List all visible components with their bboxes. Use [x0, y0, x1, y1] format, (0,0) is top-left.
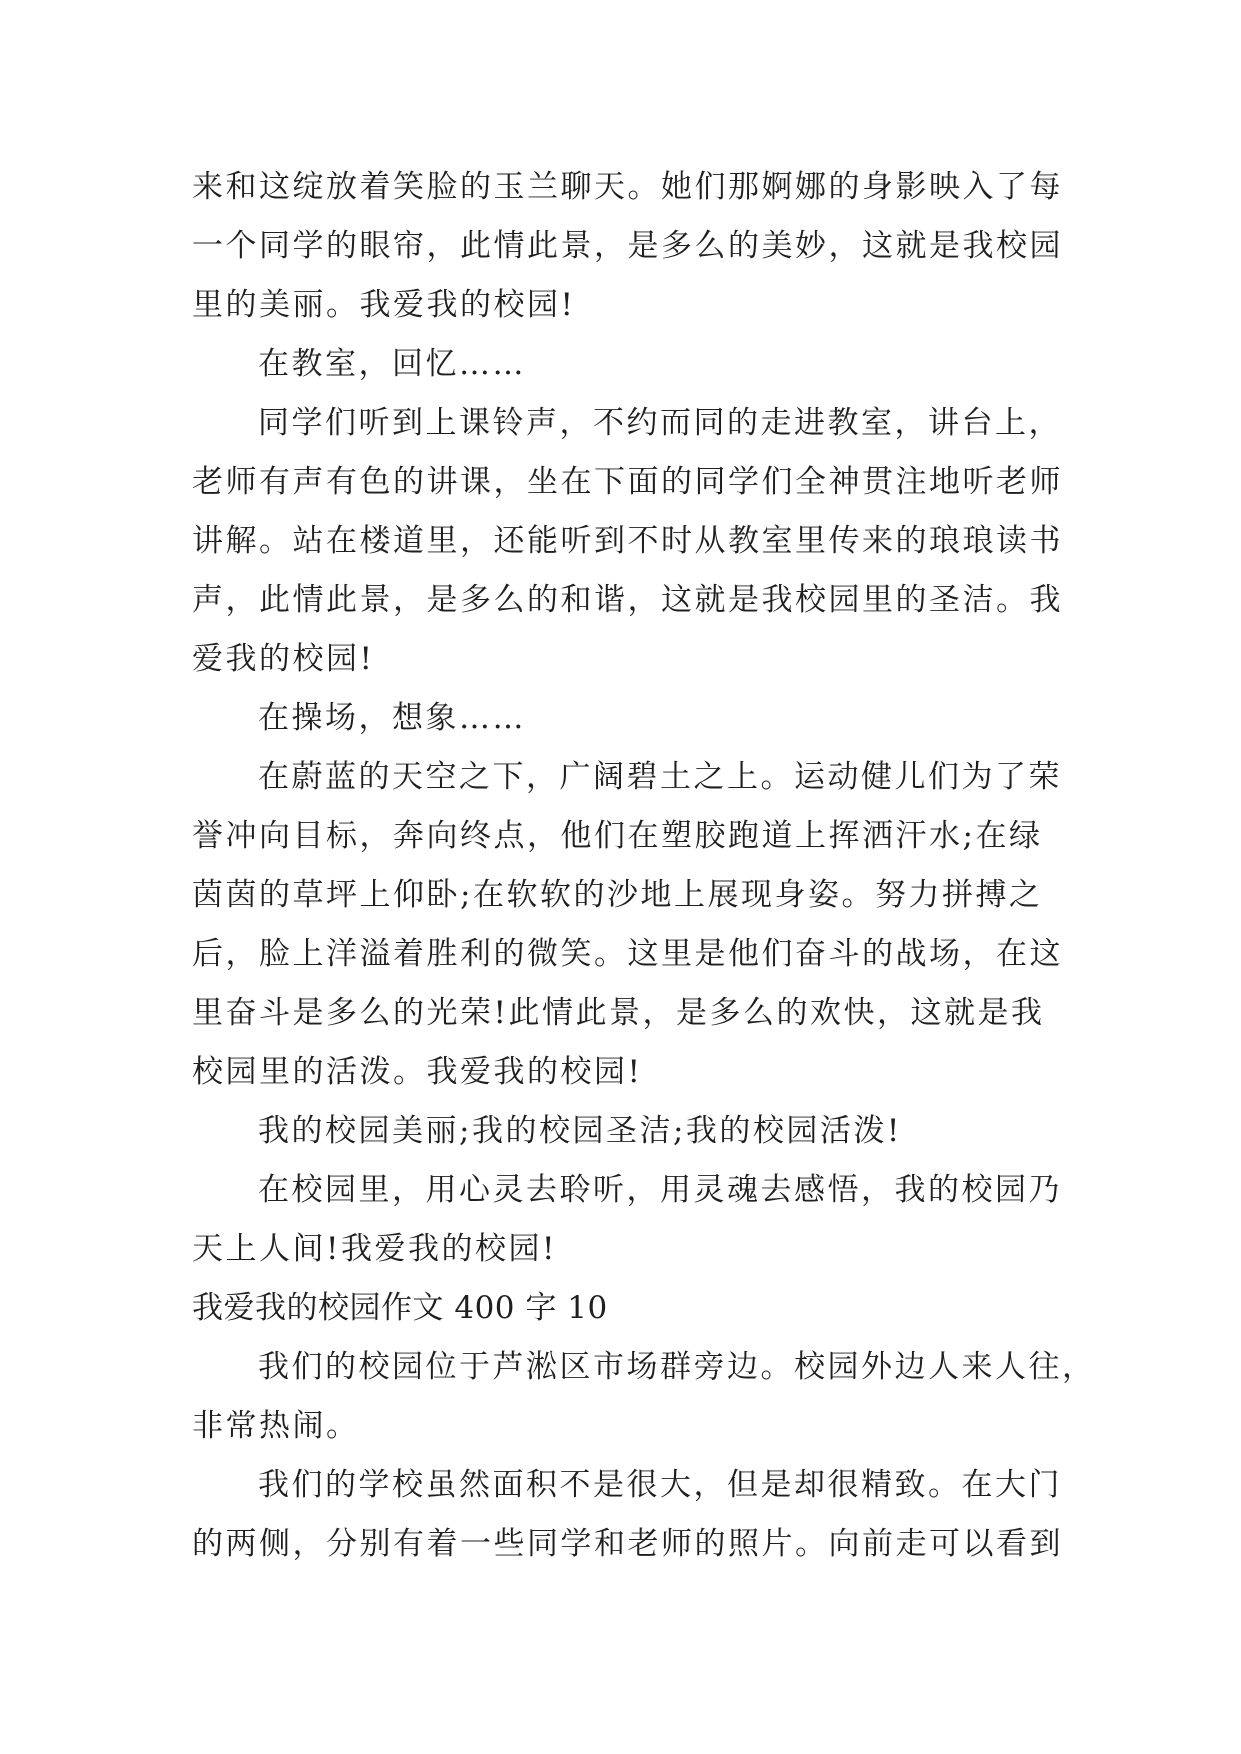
text-line: 我的校园美丽;我的校园圣洁;我的校园活泼!	[258, 1113, 902, 1149]
text-line: 后，脸上洋溢着胜利的微笑。这里是他们奋斗的战场，在这	[192, 936, 1063, 972]
text-line: 声，此情此景，是多么的和谐，这就是我校园里的圣洁。我	[192, 582, 1063, 618]
text-line: 的两侧，分别有着一些同学和老师的照片。向前走可以看到	[192, 1526, 1063, 1562]
text-line: 一个同学的眼帘，此情此景，是多么的美妙，这就是我校园	[192, 228, 1063, 264]
text-line: 爱我的校园!	[192, 641, 375, 677]
text-line: 茵茵的草坪上仰卧;在软软的沙地上展现身姿。努力拼搏之	[192, 877, 1043, 913]
text-line: 来和这绽放着笑脸的玉兰聊天。她们那婀娜的身影映入了每	[192, 169, 1063, 205]
text-line: 誉冲向目标，奔向终点，他们在塑胶跑道上挥洒汗水;在绿	[192, 818, 1043, 854]
text-line: 里的美丽。我爱我的校园!	[192, 287, 576, 323]
text-line: 我们的学校虽然面积不是很大，但是却很精致。在大门	[258, 1467, 1062, 1503]
text-line: 在蔚蓝的天空之下，广阔碧土之上。运动健儿们为了荣	[258, 759, 1062, 795]
document-body	[192, 158, 1096, 1574]
text-line: 在教室，回忆……	[258, 346, 526, 382]
text-line: 讲解。站在楼道里，还能听到不时从教室里传来的琅琅读书	[192, 523, 1063, 559]
text-line: 在操场，想象……	[258, 700, 526, 736]
text-line: 非常热闹。	[192, 1408, 360, 1444]
text-line: 同学们听到上课铃声，不约而同的走进教室，讲台上，	[258, 405, 1062, 441]
text-line: 在校园里，用心灵去聆听，用灵魂去感悟，我的校园乃	[258, 1172, 1062, 1208]
text-line: 天上人间!我爱我的校园!	[192, 1231, 557, 1267]
text-line: 我们的校园位于芦淞区市场群旁边。校园外边人来人往，	[258, 1349, 1096, 1385]
section-heading: 我爱我的校园作文 400 字 10	[192, 1290, 608, 1326]
text-line: 校园里的活泼。我爱我的校园!	[192, 1054, 643, 1090]
text-line: 老师有声有色的讲课，坐在下面的同学们全神贯注地听老师	[192, 464, 1063, 500]
text-line: 里奋斗是多么的光荣!此情此景，是多么的欢快，这就是我	[192, 995, 1045, 1031]
